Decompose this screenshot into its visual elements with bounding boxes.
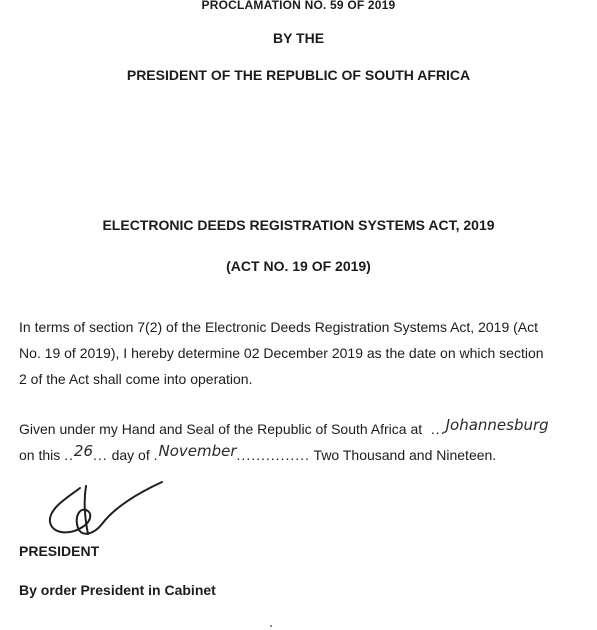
body-line-2: No. 19 of 2019), I hereby determine 02 December 2019 as the date on which section (19, 345, 544, 361)
by-the-heading: BY THE (272, 30, 325, 46)
body-paragraph (19, 314, 579, 392)
given-suffix: Two Thousand and Nineteen. (313, 447, 497, 463)
body-line-3: 2 of the Act shall come into operation. (19, 371, 253, 387)
scan-speck (270, 625, 272, 627)
given-under-paragraph (19, 416, 579, 468)
on-this-text: on this (19, 447, 61, 463)
day-of-text: day of (111, 447, 150, 463)
body-line-1: In terms of section 7(2) of the Electronic Deeds Registration Systems Act, 2019 (Act (19, 319, 539, 335)
month-dots-after: ............... (236, 447, 310, 463)
day-dots-before: .. (64, 447, 74, 463)
president-signature (40, 478, 200, 548)
month-dots-before: . (153, 447, 159, 463)
proclamation-number: PROCLAMATION NO. 59 OF 2019 (201, 0, 396, 12)
order-in-cabinet: By order President in Cabinet (19, 582, 216, 598)
signatory-title: PRESIDENT (19, 543, 100, 559)
act-number: (ACT NO. 19 OF 2019) (226, 258, 371, 274)
given-line-2 (19, 442, 579, 468)
handwritten-place: Johannesburg (445, 416, 549, 434)
handwritten-day: 26 (73, 442, 94, 460)
handwritten-month: November (158, 442, 237, 460)
act-title: ELECTRONIC DEEDS REGISTRATION SYSTEMS ACT, 2019 (102, 217, 495, 233)
given-line-1 (19, 416, 579, 442)
place-dots: ... (426, 421, 446, 437)
day-dots-after: ... (93, 447, 108, 463)
given-prefix: Given under my Hand and Seal of the Republic of South Africa at (19, 421, 423, 437)
president-heading: PRESIDENT OF THE REPUBLIC OF SOUTH AFRICA (126, 67, 471, 83)
